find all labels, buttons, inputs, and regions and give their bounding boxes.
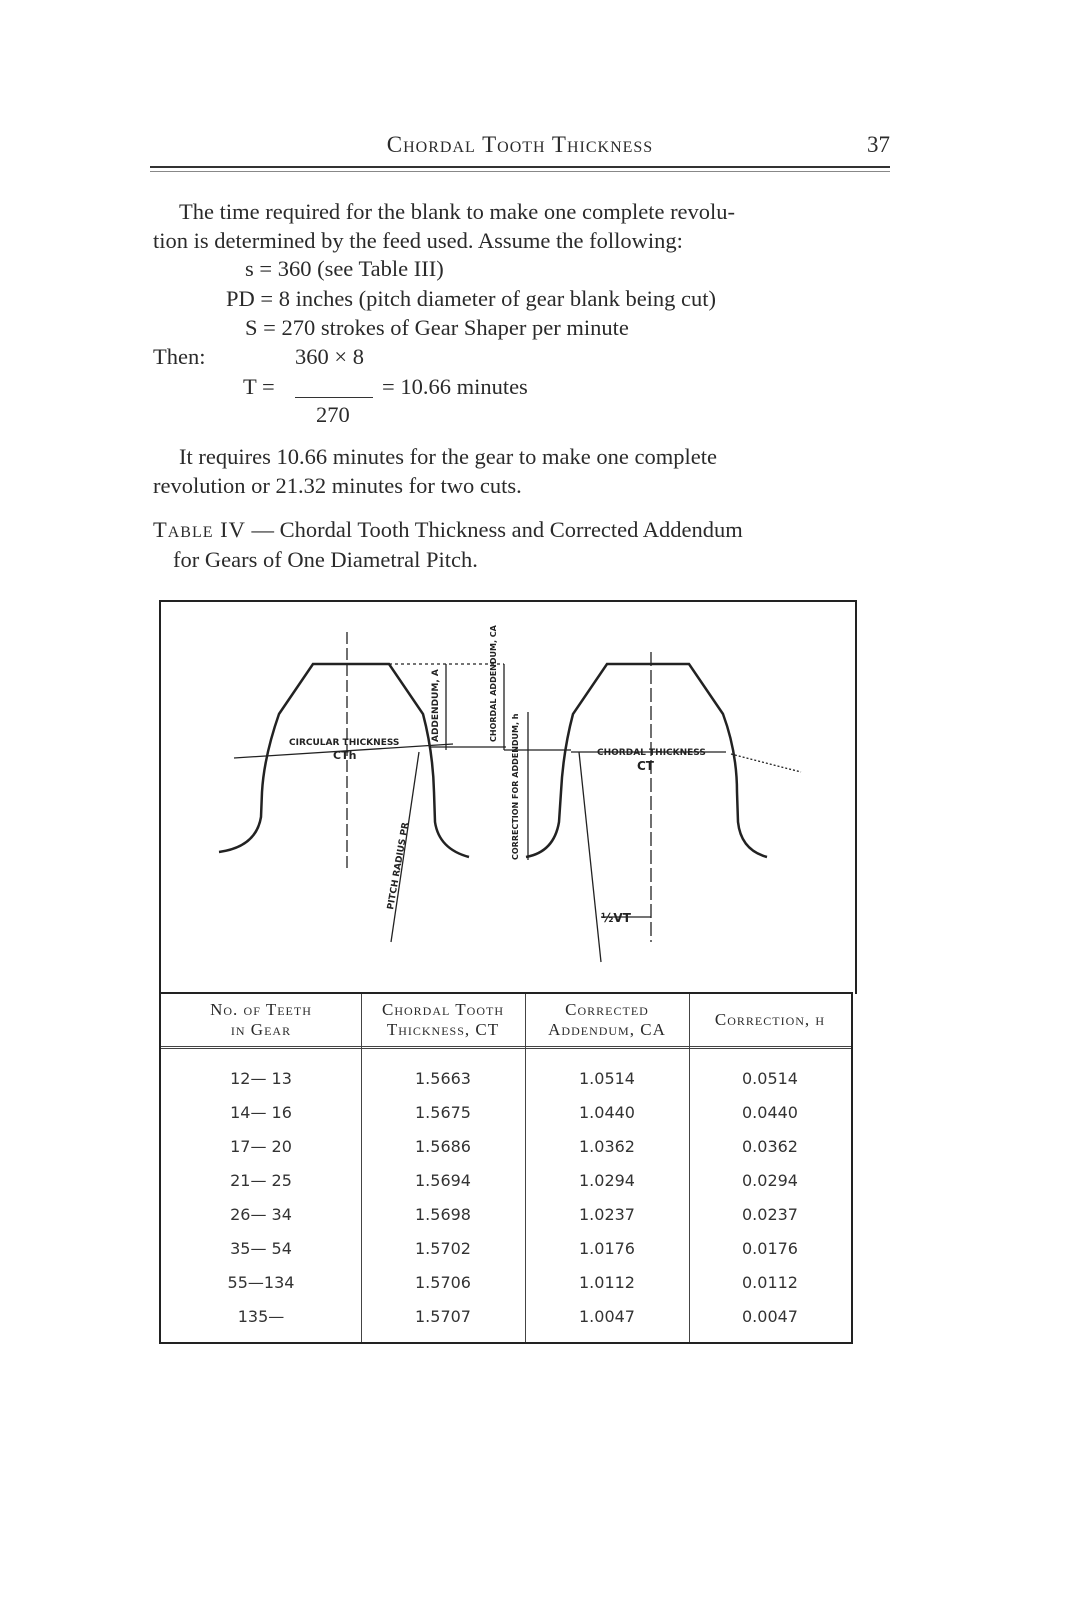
thickness-cell: 1.5694: [415, 1171, 471, 1190]
assumption-strokes: S = 270 strokes of Gear Shaper per minute: [245, 315, 629, 340]
table-caption-line-2: for Gears of One Diametral Pitch.: [173, 547, 478, 572]
thickness-cell: 1.5675: [415, 1103, 471, 1122]
gear-tooth-figure: [159, 600, 857, 994]
formula-lhs: T =: [243, 374, 275, 399]
teeth-cell: 26— 34: [230, 1205, 292, 1224]
addendum-label: ADDENDUM, A: [431, 669, 441, 742]
table-row: [161, 1300, 851, 1334]
table-row: [161, 1266, 851, 1300]
intro-line-1: The time required for the blank to make one complete revolu-: [179, 199, 736, 224]
then-label: Then:: [153, 344, 206, 369]
assumption-s: s = 360 (see Table III): [245, 256, 444, 281]
header-rule: [150, 166, 890, 168]
conclusion-paragraph: [153, 442, 889, 500]
running-head: [150, 132, 890, 166]
formula-result: = 10.66 minutes: [382, 374, 528, 399]
addendum-cell: 1.0440: [579, 1103, 635, 1122]
correction-cell: 0.0112: [742, 1273, 798, 1292]
addendum-cell: 1.0047: [579, 1307, 635, 1326]
correction-label: CORRECTION FOR ADDENDUM, h: [511, 713, 520, 860]
correction-cell: 0.0514: [742, 1069, 798, 1088]
teeth-cell: 14— 16: [230, 1103, 292, 1122]
teeth-cell: 17— 20: [230, 1137, 292, 1156]
addendum-cell: 1.0294: [579, 1171, 635, 1190]
table-caption-line-1: — Chordal Tooth Thickness and Corrected Addendum: [245, 517, 743, 542]
correction-cell: 0.0294: [742, 1171, 798, 1190]
header-correction: Correction, h: [714, 1010, 826, 1029]
intro-paragraph: [153, 197, 889, 255]
conclusion-line-1: It requires 10.66 minutes for the gear to make one complete: [179, 444, 717, 469]
fraction-bar: [295, 397, 373, 398]
correction-cell: 0.0237: [742, 1205, 798, 1224]
header-corrected-addendum: Corrected Addendum, CA: [548, 1000, 666, 1039]
circular-thickness-label: CIRCULAR THICKNESS: [289, 738, 400, 748]
thickness-cell: 1.5702: [415, 1239, 471, 1258]
thickness-cell: 1.5663: [415, 1069, 471, 1088]
table-row: [161, 1232, 851, 1266]
header-teeth: No. of Teeth in Gear: [210, 1000, 312, 1039]
table-row: [161, 1096, 851, 1130]
chordal-thickness-table: [159, 992, 853, 1344]
thickness-cell: 1.5707: [415, 1307, 471, 1326]
teeth-cell: 135—: [237, 1307, 285, 1326]
vt-radial-line: [579, 752, 601, 962]
teeth-cell: 35— 54: [230, 1239, 292, 1258]
addendum-cell: 1.0362: [579, 1137, 635, 1156]
pitch-radius-label: PITCH RADIUS PR: [386, 821, 412, 911]
page-number: 37: [867, 132, 890, 157]
header-rule-thin: [150, 171, 890, 172]
addendum-cell: 1.0176: [579, 1239, 635, 1258]
correction-cell: 0.0176: [742, 1239, 798, 1258]
thickness-cell: 1.5698: [415, 1205, 471, 1224]
thickness-cell: 1.5706: [415, 1273, 471, 1292]
ct-label: CT: [637, 759, 654, 773]
table-row: [161, 1164, 851, 1198]
addendum-cell: 1.0514: [579, 1069, 635, 1088]
table-row: [161, 1130, 851, 1164]
gear-tooth-diagram: [161, 602, 855, 994]
formula-numerator: 360 × 8: [295, 344, 364, 369]
assumption-pd: PD = 8 inches (pitch diameter of gear blank being cut): [226, 286, 717, 311]
right-pitch-line: [731, 754, 801, 772]
correction-cell: 0.0047: [742, 1307, 798, 1326]
table-caption: [153, 515, 889, 575]
intro-line-2: tion is determined by the feed used. Assume the following:: [153, 228, 683, 253]
cth-label: CTh: [333, 749, 357, 762]
table-label: Table IV: [153, 517, 246, 542]
table-row: [161, 1198, 851, 1232]
table-header-row: [161, 994, 851, 1049]
header-chordal-thickness: Chordal Tooth Thickness, CT: [382, 1000, 504, 1039]
chordal-addendum-label: CHORDAL ADDENDUM, CA: [489, 625, 498, 742]
formula-denominator: 270: [316, 402, 350, 427]
teeth-cell: 12— 13: [230, 1069, 292, 1088]
teeth-cell: 21— 25: [230, 1171, 292, 1190]
conclusion-line-2: revolution or 21.32 minutes for two cuts.: [153, 473, 522, 498]
chordal-thickness-label: CHORDAL THICKNESS: [597, 748, 706, 758]
thickness-cell: 1.5686: [415, 1137, 471, 1156]
correction-cell: 0.0362: [742, 1137, 798, 1156]
running-title: Chordal Tooth Thickness: [386, 132, 654, 157]
teeth-cell: 55—134: [227, 1273, 295, 1292]
half-vt-label: ½VT: [601, 911, 631, 925]
addendum-cell: 1.0237: [579, 1205, 635, 1224]
addendum-cell: 1.0112: [579, 1273, 635, 1292]
table-row: [161, 1062, 851, 1096]
correction-cell: 0.0440: [742, 1103, 798, 1122]
